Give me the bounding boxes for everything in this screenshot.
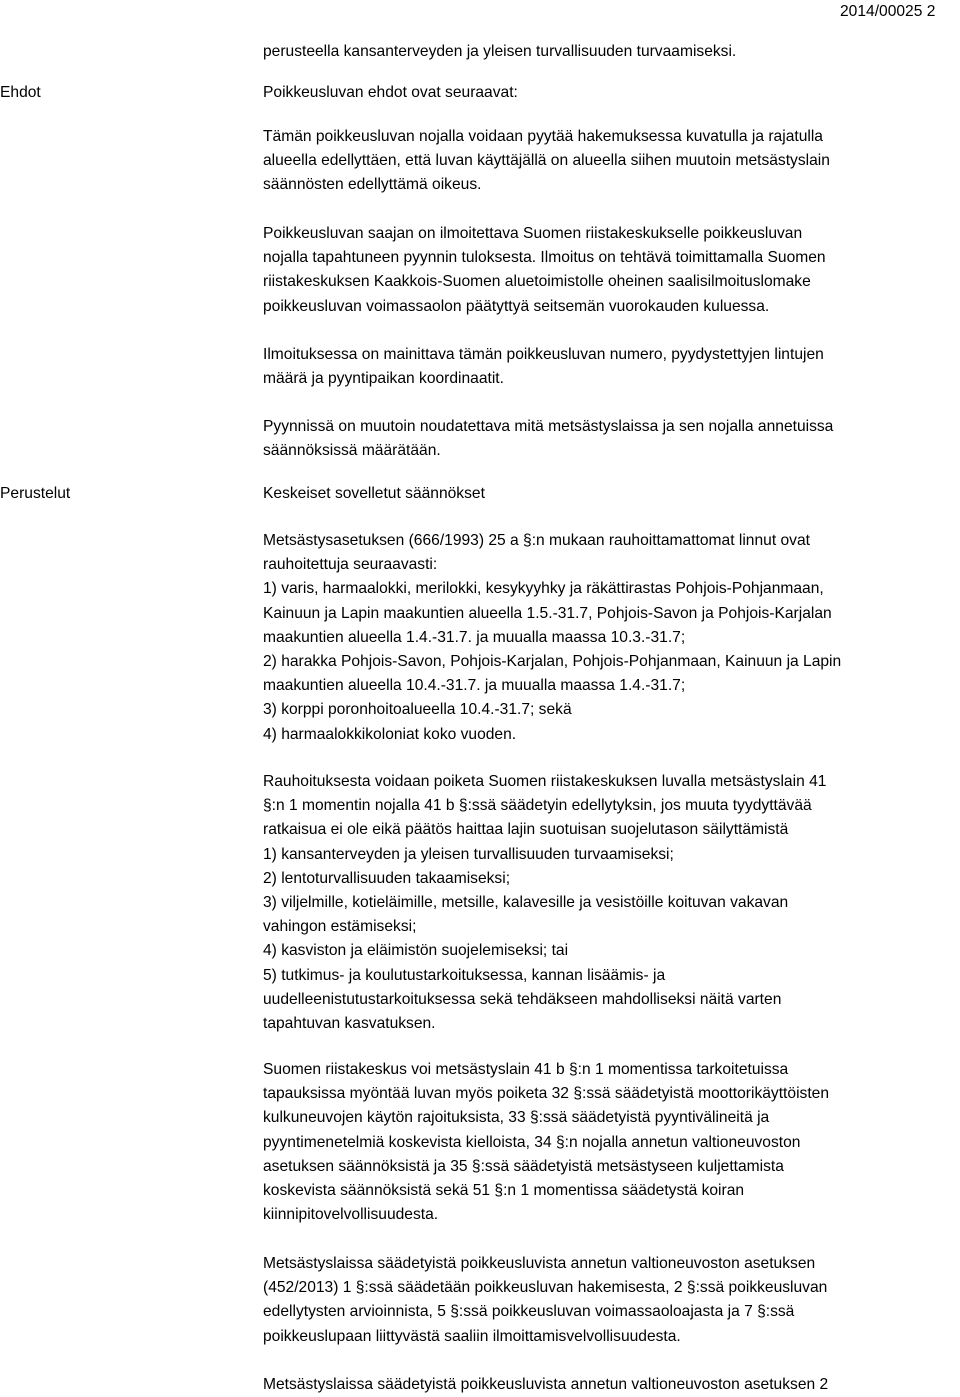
paragraph-reporting-duty <box>263 222 960 319</box>
text-line: maakuntien alueella 1.4.-31.7. ja muualla maassa 10.3.-31.7; <box>263 628 686 646</box>
paragraph-conditions-scope <box>263 125 960 198</box>
text-line: Rauhoituksesta voidaan poiketa Suomen riistakeskuksen luvalla metsästyslain 41 <box>263 773 827 790</box>
text-line: §:n 1 momentin nojalla 41 b §:ssä säädetyin edellytyksin, jos muuta tyydyttävää <box>263 797 812 815</box>
text-line: vahingon estämiseksi; <box>263 918 417 936</box>
text-line: Tämän poikkeusluvan nojalla voidaan pyytää hakemuksessa kuvatulla ja rajatulla <box>263 128 823 145</box>
text-line: Poikkeusluvan saajan on ilmoitettava Suomen riistakeskukselle poikkeusluvan <box>263 225 803 242</box>
text-line: 4) harmaalokkikoloniat koko vuoden. <box>263 725 517 743</box>
text-line: Metsästyslaissa säädetyistä poikkeusluvista annetun valtioneuvoston asetuksen 2 <box>263 1376 829 1393</box>
paragraph-report-content <box>263 343 960 391</box>
text-line: tapauksissa myöntää luvan myös poiketa 32 §:ssä säädetyistä moottorikäyttöisten <box>263 1085 830 1103</box>
text-line: alueella edellyttäen, että luvan käyttäjällä on alueella siihen muutoin metsästyslain <box>263 152 830 170</box>
text-line: Suomen riistakeskus voi metsästyslain 41 b §:n 1 momentissa tarkoitetuissa <box>263 1061 789 1078</box>
paragraph-conditions-intro <box>263 81 960 105</box>
text-line: Metsästyslaissa säädetyistä poikkeusluvista annetun valtioneuvoston asetuksen <box>263 1255 816 1272</box>
paragraph-protection-periods <box>263 529 960 747</box>
text-line: nojalla tapahtuneen pyynnin tuloksesta. Ilmoitus on tehtävä toimittamalla Suomen <box>263 249 826 267</box>
text-line: kulkuneuvojen käytön rajoituksista, 33 §:ssä säädetyistä pyyntivälineitä ja <box>263 1109 770 1127</box>
text-line: 1) kansanterveyden ja yleisen turvallisuuden turvaamiseksi; <box>263 845 674 863</box>
text-line: riistakeskuksen Kaakkois-Suomen aluetoimistolle oheinen saalisilmoituslomake <box>263 273 811 291</box>
text-line: 2) lentoturvallisuuden takaamiseksi; <box>263 869 511 887</box>
text-line: koskevista säännöksistä sekä 51 §:n 1 momentissa säädetystä koiran <box>263 1182 745 1200</box>
section-label-ehdot: Ehdot <box>0 84 41 101</box>
text-line: 2) harakka Pohjois-Savon, Pohjois-Karjalan, Pohjois-Pohjanmaan, Kainuun ja Lapin <box>263 653 842 671</box>
text-line: 4) kasviston ja eläimistön suojelemiseksi; tai <box>263 942 569 960</box>
text-line: Keskeiset sovelletut säännökset <box>263 485 485 502</box>
text-line: (452/2013) 1 §:ssä säädetään poikkeusluvan hakemisesta, 2 §:ssä poikkeusluvan <box>263 1279 828 1297</box>
text-line: perusteella kansanterveyden ja yleisen turvallisuuden turvaamiseksi. <box>263 43 737 60</box>
text-line: säännöksissä määrätään. <box>263 442 441 460</box>
text-line: poikkeuslupaan liittyvästä saaliin ilmoittamisvelvollisuudesta. <box>263 1327 681 1345</box>
section-label-perustelut: Perustelut <box>0 485 71 502</box>
text-line: 1) varis, harmaalokki, merilokki, kesykyyhky ja räkättirastas Pohjois-Pohjanmaan, <box>263 580 824 598</box>
text-line: maakuntien alueella 10.4.-31.7. ja muualla maassa 1.4.-31.7; <box>263 677 686 695</box>
document-number: 2014/00025 2 <box>840 3 936 20</box>
text-line: säännösten edellyttämä oikeus. <box>263 176 482 194</box>
text-line: Metsästysasetuksen (666/1993) 25 a §:n mukaan rauhoittamattomat linnut ovat <box>263 532 810 549</box>
paragraph-general-rules <box>263 415 960 463</box>
text-line: edellytysten arvioinnista, 5 §:ssä poikkeusluvan voimassaoloajasta ja 7 §:ssä <box>263 1303 795 1321</box>
text-line: ratkaisua ei ole eikä päätös haittaa lajin suotuisan suojelutason säilyttämistä <box>263 821 789 839</box>
paragraph-government-decree <box>263 1252 960 1349</box>
paragraph-additional-exemptions <box>263 1058 960 1227</box>
text-line: Poikkeusluvan ehdot ovat seuraavat: <box>263 84 518 101</box>
text-line: poikkeusluvan voimassaolon päätyttyä seitsemän vuorokauden kuluessa. <box>263 297 770 315</box>
text-line: 5) tutkimus- ja koulutustarkoituksessa, kannan lisäämis- ja <box>263 966 666 984</box>
text-line: tapahtuvan kasvatuksen. <box>263 1015 436 1033</box>
text-line: Ilmoituksessa on mainittava tämän poikkeusluvan numero, pyydystettyjen lintujen <box>263 346 824 363</box>
text-line: pyyntimenetelmiä koskevista kielloista, 34 §:n nojalla annetun valtioneuvoston <box>263 1133 801 1151</box>
paragraph-exemption-grounds <box>263 770 960 1036</box>
text-line: uudelleenistutustarkoituksessa sekä tehdäkseen mahdolliseksi näitä varten <box>263 990 782 1008</box>
text-line: määrä ja pyyntipaikan koordinaatit. <box>263 370 504 388</box>
text-line: kiinnipitovelvollisuudesta. <box>263 1206 439 1224</box>
paragraph-continuation <box>263 40 960 64</box>
text-line: asetuksen säännöksistä ja 35 §:ssä säädetyistä metsästyseen kuljettamista <box>263 1157 784 1175</box>
paragraph-decree-continuation <box>263 1373 960 1397</box>
subheading-key-provisions <box>263 482 960 506</box>
text-line: Kainuun ja Lapin maakuntien alueella 1.5.-31.7, Pohjois-Savon ja Pohjois-Karjalan <box>263 604 832 622</box>
text-line: Pyynnissä on muutoin noudatettava mitä metsästyslaissa ja sen nojalla annetuissa <box>263 418 834 435</box>
text-line: rauhoitettuja seuraavasti: <box>263 556 438 574</box>
text-line: 3) viljelmille, kotieläimille, metsille, kalavesille ja vesistöille koituvan vakavan <box>263 894 789 912</box>
text-line: 3) korppi poronhoitoalueella 10.4.-31.7; sekä <box>263 701 572 719</box>
